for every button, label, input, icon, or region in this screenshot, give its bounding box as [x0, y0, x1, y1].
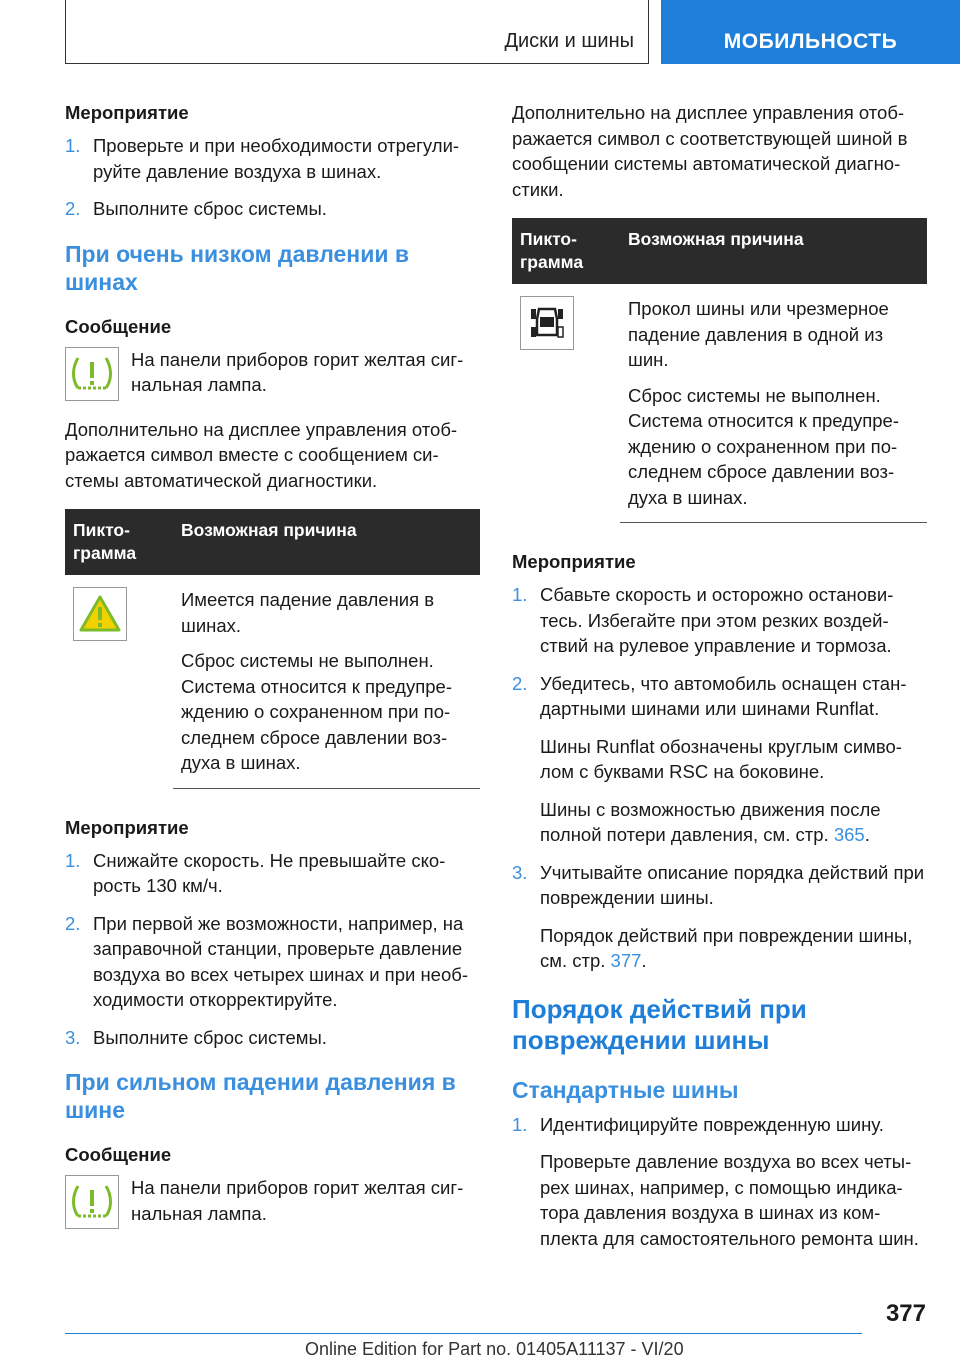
- table-header-pictogram: Пиктограмма: [512, 218, 620, 284]
- measure-label: Мероприятие: [65, 102, 189, 123]
- list-item: 1. Сбавьте скорость и осторожно остановитесь. Избегайте при этом резких воздействий на рулевое управление и тормоза.: [512, 584, 894, 656]
- header-section-title: Диски и шины: [504, 30, 634, 52]
- car-tire-position-icon: [520, 296, 574, 350]
- message-text: На панели приборов горит желтая сигнальная лампа.: [131, 1177, 464, 1224]
- tire-pressure-warning-icon: [65, 1175, 119, 1229]
- message-block: [65, 1175, 480, 1229]
- table-row: [512, 284, 927, 523]
- page-link[interactable]: 377: [610, 950, 642, 971]
- list-subtext: Шины с возможностью движения после полной потери давления, см. стр. 365.: [540, 798, 881, 845]
- header-chapter-tab[interactable]: МОБИЛЬНОСТЬ: [661, 0, 960, 64]
- footer-divider: [65, 1333, 862, 1334]
- table-header-cause: Возможная причина: [173, 509, 480, 575]
- right-column: [512, 100, 927, 1263]
- list-item: 2. Выполните сброс системы.: [65, 198, 327, 219]
- pictogram-table: [512, 218, 927, 523]
- page-number: 377: [885, 1300, 926, 1327]
- list-item: 1. Проверьте и при необходимости отрегулируйте давление воздуха в шинах.: [65, 135, 460, 182]
- section-heading: При сильном падении давления в шине: [65, 1069, 456, 1123]
- list-item: 1. Идентифицируйте поврежденную шину.: [512, 1113, 884, 1135]
- table-header-pictogram: Пиктограмма: [65, 509, 173, 575]
- footer-edition: Online Edition for Part no. 01405A11137 - VI/20: [305, 1339, 684, 1359]
- list-item: 2. Убедитесь, что автомобиль оснащен стандартными шинами или шинами Runflat.: [512, 672, 907, 719]
- measure-label: Мероприятие: [65, 816, 189, 838]
- message-block: [65, 347, 480, 401]
- warning-triangle-icon: [73, 587, 127, 641]
- table-header-cause: Возможная причина: [620, 218, 927, 284]
- list-subtext: Шины Runflat обозначены круглым символом с буквами RSC на боковине.: [540, 735, 902, 782]
- list-item: 3. Учитывайте описание порядка действий при повреждении шины.: [512, 861, 925, 908]
- list-subtext: Проверьте давление воздуха во всех четырех шинах, например, с помощью индикатора давления воздуха в шинах из комплекта для самостоятельного ремонта шин.: [540, 1151, 919, 1249]
- pictogram-table: [65, 509, 480, 789]
- list-item: 3. Выполните сброс системы.: [65, 1026, 327, 1048]
- left-column: [65, 100, 480, 1245]
- list-subtext: Порядок действий при повреждении шины, см. стр. 377.: [540, 924, 913, 971]
- message-text: На панели приборов горит желтая сигнальная лампа.: [131, 348, 464, 395]
- cause-text: Сброс системы не выполнен. Система относится к предупреждению о сохраненном при последнем сбросе давлении воздуха в шинах.: [181, 650, 452, 773]
- list-item: 2. При первой же возможности, например, на заправочной станции, проверьте давление воздуха во всех четырех шинах и при необходимости откорректируйте.: [65, 912, 469, 1010]
- chapter-heading: Порядок действий при повреждении шины: [512, 993, 807, 1055]
- list-item: 1. Снижайте скорость. Не превышайте скорость 130 км/ч.: [65, 849, 446, 896]
- paragraph: Дополнительно на дисплее управления отображается символ с соответствующей шиной в сообщении системы автоматической диагностики.: [512, 102, 908, 200]
- tire-pressure-warning-icon: [65, 347, 119, 401]
- cause-text: Имеется падение давления в шинах.: [181, 589, 435, 636]
- section-heading: Стандартные шины: [512, 1076, 739, 1103]
- section-heading: При очень низком давлении в шинах: [65, 240, 410, 295]
- table-row: [65, 575, 480, 788]
- message-label: Сообщение: [65, 315, 172, 337]
- cause-text: Прокол шины или чрезмерное падение давления в одной из шин.: [628, 298, 889, 370]
- paragraph: Дополнительно на дисплее управления отображается символ вместе с сообщением системы автоматической диагностики.: [65, 418, 458, 491]
- page-link[interactable]: 365: [833, 824, 865, 845]
- measure-label: Мероприятие: [512, 551, 636, 572]
- cause-text: Сброс системы не выполнен. Система относится к предупреждению о сохраненном при последнем сбросе давлении воздуха в шинах.: [628, 384, 899, 508]
- message-label: Сообщение: [65, 1144, 172, 1165]
